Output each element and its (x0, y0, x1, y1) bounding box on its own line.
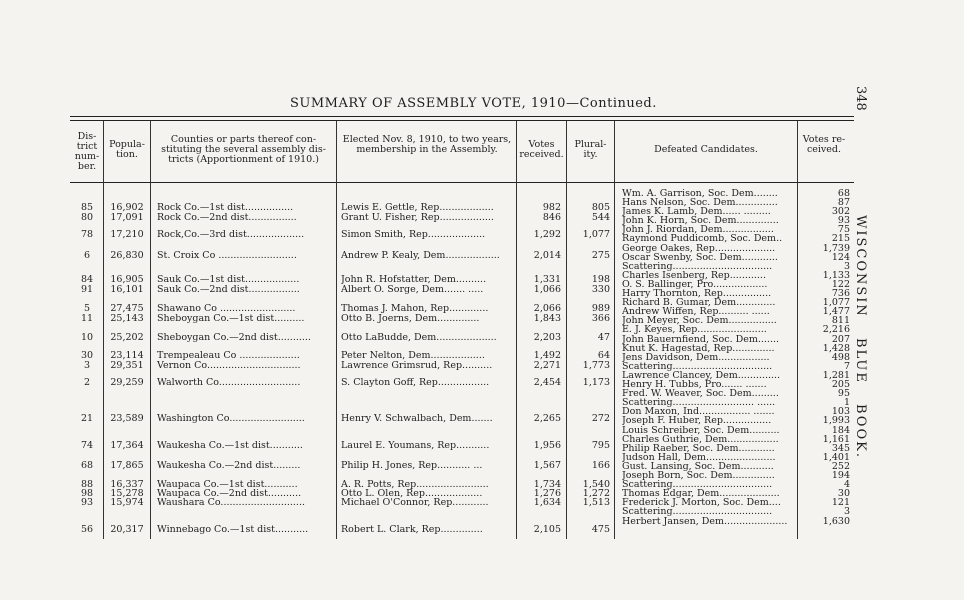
defeated-votes: 122 (831, 279, 850, 290)
defeated-votes: 302 (831, 206, 850, 217)
column-divider (516, 121, 517, 539)
cell-district: 84 (80, 274, 94, 285)
cell-population: 16,101 (110, 284, 144, 295)
cell-county: Waupaca Co.—1st dist........... (157, 480, 298, 490)
defeated-name: Scattering................................. (622, 480, 773, 490)
cell-district: 98 (80, 488, 94, 499)
cell-plurality: 166 (591, 460, 610, 471)
defeated-name: Louis Schreiber, Soc. Dem.......... (622, 426, 780, 436)
defeated-votes: 7 (843, 361, 850, 372)
defeated-name: Charles Guthrie, Dem................. (622, 435, 779, 445)
defeated-name: Richard B. Gumar, Dem............. (622, 298, 776, 308)
cell-population: 15,974 (110, 497, 144, 508)
cell-votes: 1,734 (533, 479, 561, 490)
cell-district: 88 (80, 479, 94, 490)
defeated-votes: 194 (831, 470, 850, 481)
cell-elected: Peter Nelton, Dem.................. (341, 351, 485, 361)
defeated-votes: 1,281 (822, 370, 850, 381)
cell-district: 3 (83, 360, 91, 371)
cell-district: 2 (83, 377, 91, 388)
cell-population: 29,259 (110, 377, 144, 388)
cell-plurality: 1,773 (582, 360, 610, 371)
defeated-name: Raymond Puddicomb, Soc. Dem.. (622, 234, 783, 244)
defeated-votes: 498 (831, 352, 850, 363)
page-number: 348 (853, 86, 868, 111)
defeated-votes: 4 (843, 479, 850, 490)
defeated-name: John Bauernfiend, Soc. Dem....... (622, 335, 780, 345)
cell-elected: S. Clayton Goff, Rep................. (341, 378, 490, 388)
defeated-votes: 75 (837, 224, 850, 235)
header-counties: Counties or parts thereof con- stituting the several assembly dis- tricts (Apportionment of 1910.) (161, 134, 326, 165)
defeated-votes: 93 (837, 215, 850, 226)
defeated-votes: 205 (831, 379, 850, 390)
column-divider (614, 121, 615, 539)
defeated-votes: 95 (837, 388, 850, 399)
cell-votes: 2,454 (533, 377, 561, 388)
cell-plurality: 47 (597, 332, 610, 343)
cell-population: 16,905 (110, 274, 144, 285)
cell-district: 91 (80, 284, 94, 295)
defeated-name: George Oakes, Rep.................... (622, 244, 776, 254)
cell-elected: Lewis E. Gettle, Rep.................. (341, 203, 494, 213)
defeated-name: James K. Lamb, Dem...... ......... (622, 207, 771, 217)
cell-county: Rock,Co.—3rd dist................... (157, 230, 305, 240)
defeated-votes: 103 (831, 406, 850, 417)
defeated-votes: 124 (831, 252, 850, 263)
cell-plurality: 198 (591, 274, 610, 285)
defeated-name: Herbert Jansen, Dem..................... (622, 517, 788, 527)
defeated-name: Scattering................................. (622, 507, 773, 517)
cell-county: Sauk Co.—1st dist.................. (157, 275, 300, 285)
cell-district: 21 (80, 413, 94, 424)
cell-votes: 1,066 (533, 284, 561, 295)
defeated-votes: 1,161 (822, 434, 850, 445)
defeated-name: Fred. W. Weaver, Soc. Dem......... (622, 389, 779, 399)
cell-votes: 1,567 (533, 460, 561, 471)
column-divider (566, 121, 567, 539)
cell-district: 93 (80, 497, 94, 508)
cell-county: Waushara Co............................ (157, 498, 305, 508)
defeated-name: Joseph Born, Soc. Dem.............. (622, 471, 775, 481)
cell-county: Winnebago Co.—1st dist........... (157, 525, 309, 535)
defeated-name: Wm. A. Garrison, Soc. Dem........ (622, 189, 778, 199)
defeated-name: Frederick J. Morton, Soc. Dem.... (622, 498, 781, 508)
cell-population: 15,278 (110, 488, 144, 499)
defeated-name: Jens Davidson, Dem................. (622, 353, 770, 363)
cell-county: Walworth Co........................... (157, 378, 301, 388)
cell-county: Trempealeau Co .................... (157, 351, 300, 361)
header-elected: Elected Nov. 8, 1910, to two years, membership in the Assembly. (342, 134, 512, 155)
defeated-name: Joseph F. Huber, Rep................ (622, 416, 772, 426)
cell-elected: Otto B. Joerns, Dem.............. (341, 314, 480, 324)
cell-plurality: 366 (591, 313, 610, 324)
defeated-votes: 736 (831, 288, 850, 299)
cell-district: 5 (83, 303, 91, 314)
cell-votes: 2,203 (533, 332, 561, 343)
defeated-name: Scattering........................... ...... (622, 398, 776, 408)
cell-county: Sauk Co.—2nd dist................. (157, 285, 300, 295)
cell-county: Sheboygan Co.—2nd dist........... (157, 333, 311, 343)
cell-district: 6 (83, 250, 91, 261)
column-divider (103, 121, 104, 539)
defeated-votes: 87 (837, 197, 850, 208)
running-head-word: WISCONSIN (853, 215, 868, 318)
defeated-name: Andrew Wiffen, Rep.......... ...... (622, 307, 770, 317)
cell-elected: Thomas J. Mahon, Rep............. (341, 304, 489, 314)
cell-elected: Albert O. Sorge, Dem....... ..... (341, 285, 484, 295)
cell-population: 29,351 (110, 360, 144, 371)
defeated-name: Harry Thornton, Rep................ (622, 289, 772, 299)
header-rule (70, 182, 854, 183)
header-district: Dis- trict num- ber. (74, 131, 100, 172)
cell-plurality: 1,540 (582, 479, 610, 490)
cell-county: Rock Co.—2nd dist................ (157, 213, 297, 223)
defeated-votes: 215 (831, 233, 850, 244)
cell-votes: 1,292 (533, 229, 561, 240)
defeated-votes: 1,739 (822, 243, 850, 254)
cell-plurality: 275 (591, 250, 610, 261)
cell-elected: A. R. Potts, Rep........................ (341, 480, 489, 490)
cell-votes: 2,265 (533, 413, 561, 424)
cell-votes: 2,271 (533, 360, 561, 371)
cell-elected: Otto L. Olen, Rep................... (341, 489, 483, 499)
cell-population: 17,210 (110, 229, 144, 240)
header-population: Popula- tion. (109, 139, 145, 160)
cell-votes: 1,276 (533, 488, 561, 499)
cell-district: 85 (80, 202, 94, 213)
defeated-name: Thomas Edgar, Dem.................... (622, 489, 780, 499)
cell-elected: Robert L. Clark, Rep.............. (341, 525, 483, 535)
cell-elected: Michael O'Connor, Rep............ (341, 498, 489, 508)
cell-votes: 1,634 (533, 497, 561, 508)
defeated-name: Lawrence Clancey, Dem.............. (622, 371, 781, 381)
cell-district: 10 (80, 332, 94, 343)
defeated-name: Knut K. Hagestad, Rep.............. (622, 344, 775, 354)
defeated-name: Gust. Lansing, Soc. Dem........... (622, 462, 774, 472)
cell-elected: Philip H. Jones, Rep........... ... (341, 461, 483, 471)
defeated-votes: 1,401 (822, 452, 850, 463)
defeated-votes: 2,216 (822, 324, 850, 335)
defeated-votes: 811 (831, 315, 850, 326)
header-plurality: Plural- ity. (574, 139, 607, 160)
cell-population: 23,589 (110, 413, 144, 424)
page-title: SUMMARY OF ASSEMBLY VOTE, 1910—Continued. (290, 96, 657, 111)
top-rule (70, 116, 854, 117)
cell-votes: 846 (542, 212, 561, 223)
cell-plurality: 272 (591, 413, 610, 424)
cell-district: 68 (80, 460, 94, 471)
defeated-name: John K. Horn, Soc. Dem.............. (622, 216, 779, 226)
defeated-name: John J. Riordan, Dem................. (622, 225, 774, 235)
defeated-name: John Meyer, Soc. Dem................ (622, 316, 777, 326)
cell-district: 78 (80, 229, 94, 240)
defeated-votes: 121 (831, 497, 850, 508)
cell-votes: 1,331 (533, 274, 561, 285)
cell-county: Waukesha Co.—1st dist........... (157, 441, 303, 451)
cell-elected: Andrew P. Kealy, Dem.................. (341, 251, 500, 261)
cell-county: Sheboygan Co.—1st dist.......... (157, 314, 305, 324)
defeated-name: O. S. Ballinger, Pro.................. (622, 280, 768, 290)
header-defeated: Defeated Candidates. (654, 144, 758, 155)
defeated-votes: 68 (837, 188, 850, 199)
defeated-votes: 3 (843, 506, 850, 517)
cell-elected: Otto LaBudde, Dem.................... (341, 333, 497, 343)
cell-plurality: 544 (591, 212, 610, 223)
cell-population: 25,202 (110, 332, 144, 343)
cell-population: 16,902 (110, 202, 144, 213)
cell-elected: Lawrence Grimsrud, Rep.......... (341, 361, 493, 371)
defeated-votes: 3 (843, 261, 850, 272)
cell-population: 17,364 (110, 440, 144, 451)
defeated-name: E. J. Keyes, Rep....................... (622, 325, 767, 335)
cell-votes: 1,492 (533, 350, 561, 361)
defeated-votes: 1,477 (822, 306, 850, 317)
defeated-name: Hans Nelson, Soc. Dem.............. (622, 198, 778, 208)
defeated-votes: 1,630 (822, 516, 850, 527)
cell-plurality: 1,173 (582, 377, 610, 388)
defeated-name: Don Maxon, Ind................. ....... (622, 407, 775, 417)
cell-plurality: 1,272 (582, 488, 610, 499)
cell-plurality: 64 (597, 350, 610, 361)
cell-district: 56 (80, 524, 94, 535)
defeated-name: Judson Hall, Dem....................... (622, 453, 776, 463)
cell-population: 16,337 (110, 479, 144, 490)
header-defeated-votes: Votes re- ceived. (802, 134, 846, 155)
cell-elected: John R. Hofstatter, Dem.......... (341, 275, 487, 285)
defeated-votes: 1,428 (822, 343, 850, 354)
running-head (853, 215, 868, 473)
cell-population: 26,830 (110, 250, 144, 261)
cell-district: 30 (80, 350, 94, 361)
cell-plurality: 795 (591, 440, 610, 451)
cell-elected: Henry V. Schwalbach, Dem....... (341, 414, 493, 424)
defeated-name: Scattering................................. (622, 262, 773, 272)
defeated-votes: 30 (837, 488, 850, 499)
cell-elected: Grant U. Fisher, Rep.................. (341, 213, 494, 223)
defeated-votes: 252 (831, 461, 850, 472)
cell-votes: 1,956 (533, 440, 561, 451)
cell-votes: 2,066 (533, 303, 561, 314)
column-divider (336, 121, 337, 539)
cell-population: 17,091 (110, 212, 144, 223)
cell-plurality: 1,513 (582, 497, 610, 508)
cell-county: Shawano Co ......................... (157, 304, 296, 314)
cell-county: Vernon Co............................... (157, 361, 301, 371)
cell-plurality: 475 (591, 524, 610, 535)
cell-plurality: 330 (591, 284, 610, 295)
defeated-votes: 184 (831, 425, 850, 436)
cell-county: Waupaca Co.—2nd dist........... (157, 489, 302, 499)
defeated-name: Scattering................................. (622, 362, 773, 372)
defeated-votes: 1,993 (822, 415, 850, 426)
cell-county: Rock Co.—1st dist................ (157, 203, 294, 213)
defeated-votes: 1,133 (822, 270, 850, 281)
defeated-name: Charles Isenberg, Rep............ (622, 271, 766, 281)
running-head-word: BLUE (853, 337, 868, 384)
cell-population: 25,143 (110, 313, 144, 324)
top-rule (70, 120, 854, 121)
defeated-name: Henry H. Tubbs, Pro....... ....... (622, 380, 767, 390)
header-votes: Votes received. (519, 139, 564, 160)
cell-elected: Simon Smith, Rep................... (341, 230, 486, 240)
cell-population: 20,317 (110, 524, 144, 535)
cell-population: 23,114 (110, 350, 144, 361)
column-divider (150, 121, 151, 539)
running-head-word: BOOK. (853, 404, 868, 459)
cell-population: 27,475 (110, 303, 144, 314)
cell-county: Waukesha Co.—2nd dist......... (157, 461, 301, 471)
cell-plurality: 805 (591, 202, 610, 213)
cell-votes: 2,105 (533, 524, 561, 535)
defeated-votes: 345 (831, 443, 850, 454)
cell-district: 74 (80, 440, 94, 451)
cell-votes: 2,014 (533, 250, 561, 261)
cell-county: St. Croix Co .......................... (157, 251, 297, 261)
cell-district: 11 (80, 313, 94, 324)
defeated-votes: 1 (843, 397, 850, 408)
cell-county: Washington Co......................... (157, 414, 305, 424)
cell-district: 80 (80, 212, 94, 223)
cell-plurality: 1,077 (582, 229, 610, 240)
defeated-votes: 207 (831, 334, 850, 345)
cell-elected: Laurel E. Youmans, Rep........... (341, 441, 490, 451)
cell-votes: 982 (542, 202, 561, 213)
cell-plurality: 989 (591, 303, 610, 314)
defeated-name: Oscar Swenby, Soc. Dem............ (622, 253, 778, 263)
cell-votes: 1,843 (533, 313, 561, 324)
defeated-votes: 1,077 (822, 297, 850, 308)
cell-population: 17,865 (110, 460, 144, 471)
defeated-name: Philip Raeber, Soc. Dem............ (622, 444, 775, 454)
